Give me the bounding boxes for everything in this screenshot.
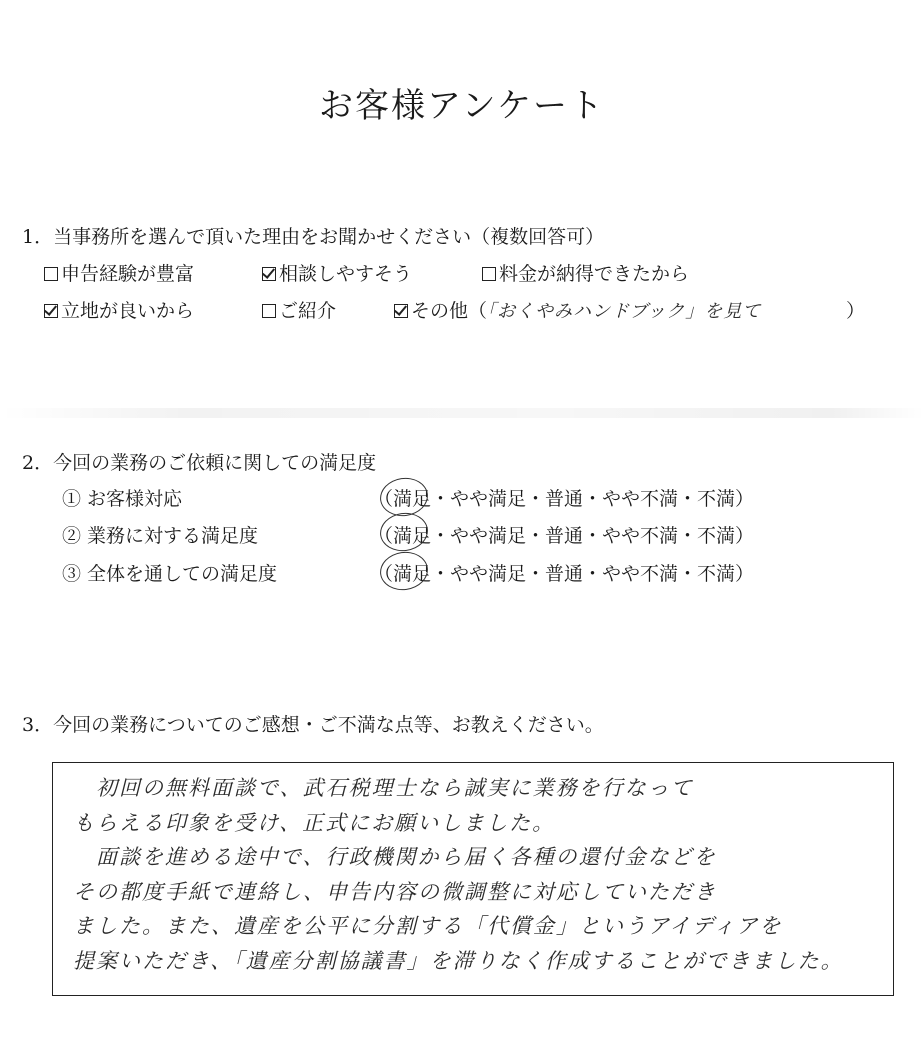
comment-handwritten-text: 初回の無料面談で、武石税理士なら誠実に業務を行なって もらえる印象を受け、正式にお願いしました。 面談を進める途中で、行政機関から届く各種の還付金などを その都度手紙で連絡し、申告内容の微調整に対応していただき ました。また、遺産を公平に分割する「代償金」というアイディアを 提案いただき、「遺産分割協議書」を滞りなく作成することができました。 xyxy=(73,776,844,973)
scan-smudge xyxy=(0,408,924,418)
q1-option-location[interactable] xyxy=(44,296,194,323)
q1-option-referral[interactable] xyxy=(262,296,336,323)
q2-item-label: ① お客様対応 xyxy=(62,488,183,510)
q1-option-label: 申告経験が豊富 xyxy=(61,263,195,285)
q2-item-label: ③ 全体を通しての満足度 xyxy=(62,563,278,585)
q1-option-fee[interactable] xyxy=(482,259,689,286)
q1-option-label: ご紹介 xyxy=(279,300,337,322)
q2-item-label: ② 業務に対する満足度 xyxy=(62,525,259,547)
q1-option-label: 相談しやすそう xyxy=(279,263,413,285)
checkbox-checked-icon[interactable] xyxy=(44,304,58,318)
checkbox-checked-icon[interactable] xyxy=(262,267,276,281)
checkbox-unchecked-icon[interactable] xyxy=(262,304,276,318)
checkbox-unchecked-icon[interactable] xyxy=(44,267,58,281)
checkbox-checked-icon[interactable] xyxy=(394,304,408,318)
q1-option-label: その他（ xyxy=(411,300,488,322)
q1-option-other[interactable] xyxy=(394,296,761,323)
page-title: お客様アンケート xyxy=(319,86,605,126)
checkbox-unchecked-icon[interactable] xyxy=(482,267,496,281)
comment-box xyxy=(52,762,894,996)
q1-option-label: 料金が納得できたから xyxy=(499,263,690,285)
q2-heading: 2．今回の業務のご依頼に関しての満足度 xyxy=(22,452,377,474)
q1-option-label: 立地が良いから xyxy=(61,300,195,322)
q2-item-scale: （満足・やや満足・普通・やや不満・不満） xyxy=(374,488,755,510)
q2-item-scale: （満足・やや満足・普通・やや不満・不満） xyxy=(374,563,755,585)
q1-option-easy-consult[interactable] xyxy=(262,259,412,286)
q1-option-experience[interactable] xyxy=(44,259,194,286)
q1-other-handwritten: 「おくやみハンドブック」を見て xyxy=(487,301,762,322)
q3-heading: 3．今回の業務についてのご感想・ご不満な点等、お教えください。 xyxy=(22,714,604,736)
selection-circle-icon xyxy=(378,549,431,593)
q2-item-scale: （満足・やや満足・普通・やや不満・不満） xyxy=(374,525,755,547)
q1-other-paren-close: ） xyxy=(846,300,866,322)
q1-heading: 1．当事務所を選んで頂いた理由をお聞かせください（複数回答可） xyxy=(22,226,605,248)
